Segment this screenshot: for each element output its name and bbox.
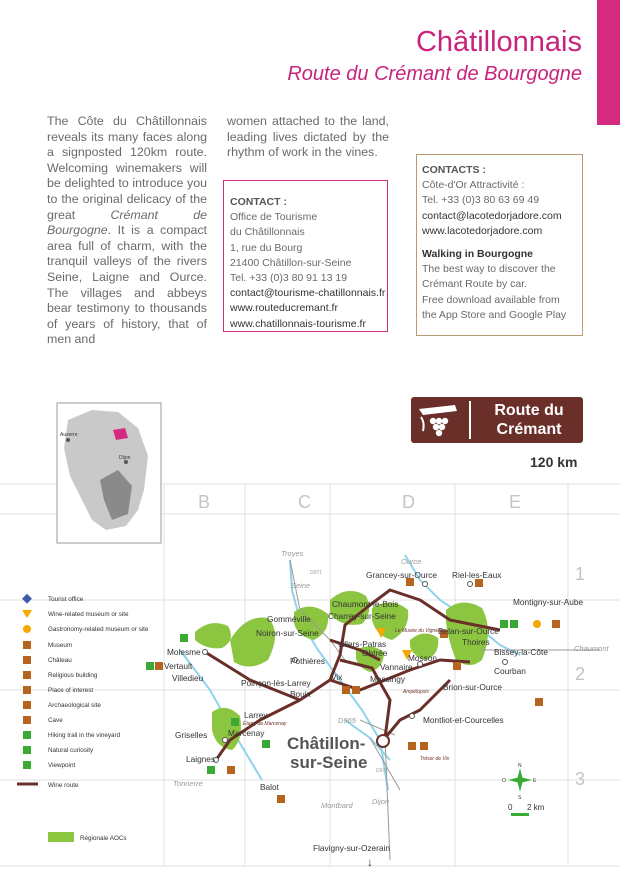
town-label: Laignes	[186, 754, 216, 764]
compass-n: N	[518, 763, 522, 769]
viewpoint-icon	[146, 662, 154, 670]
contact-email-link[interactable]: contact@tourisme-chatillonnais.fr	[230, 287, 386, 300]
hiking-icon	[500, 620, 508, 628]
grid-row-label: 3	[575, 769, 586, 789]
town-label: Gomméville	[267, 614, 311, 624]
south-arrow-icon: ↓	[367, 855, 373, 869]
hiking-icon	[262, 740, 270, 748]
gastronomy-icon	[23, 625, 31, 633]
grid-row-label: 2	[575, 664, 586, 684]
walking-text: Free download available from	[422, 293, 560, 306]
direction-label: Dijon	[372, 797, 390, 806]
legend-label: Wine route	[48, 782, 79, 789]
archaeology-icon	[352, 686, 360, 694]
town-label: Belan-sur-Ource	[438, 626, 499, 636]
contact-line: Côte-d'Or Attractivité :	[422, 179, 525, 192]
town-label: Griselles	[175, 730, 208, 740]
chatillon-marker	[377, 735, 389, 747]
direction-label: Chaumont	[574, 644, 609, 653]
curiosity-icon	[23, 746, 31, 754]
compass-icon	[502, 763, 537, 801]
page-subtitle: Route du Crémant de Bourgogne	[287, 63, 582, 85]
legend-label: Viewpoint	[48, 762, 76, 769]
grid-col-label: E	[509, 492, 522, 512]
curiosity-icon	[231, 718, 239, 726]
scale-km: 2 km	[527, 803, 545, 812]
direction-label: Montbard	[321, 801, 353, 810]
route-distance: 120 km	[530, 454, 578, 470]
town-label: Larrey	[244, 710, 268, 720]
town-label: Chaumont-le-Bois	[332, 599, 399, 609]
road-label: D971	[376, 768, 388, 774]
museum-icon	[420, 742, 428, 750]
town-label: Molesme	[167, 647, 201, 657]
page-title: Châtillonnais	[415, 26, 582, 58]
site-label: Étang de Marcenay	[243, 721, 287, 727]
contact-heading: CONTACT :	[230, 196, 287, 208]
wine-museum-icon	[22, 610, 32, 618]
town-label: Vix	[331, 672, 343, 682]
contact-website-link[interactable]: www.routeducremant.fr	[230, 302, 338, 315]
walking-text: Crémant Route by car.	[422, 278, 528, 291]
site-label: Le Musée du Vigneron	[395, 628, 446, 634]
legend-label: Wine-related museum or site	[48, 611, 129, 618]
intro-text-a: The Côte du Châtillonnais reveals its many faces along a signposted 120km route. Welcoming winemakers will be delighted to introduce you to the original delicacy of the great	[47, 114, 207, 222]
interest-icon	[23, 686, 31, 694]
chatillon-label-line-2: sur-Seine	[290, 753, 368, 772]
hiking-icon	[180, 634, 188, 642]
grid-col-label: D	[402, 492, 415, 512]
compass-o: O	[502, 778, 506, 784]
grid-row-label: 1	[575, 564, 586, 584]
religious-icon	[227, 766, 235, 774]
cave-icon	[23, 716, 31, 724]
chatillon-label-line-1: Châtillon-	[287, 734, 366, 753]
town-label: Pothières	[290, 656, 326, 666]
site-label: Ampélopsis	[403, 689, 429, 695]
town-label: Grancey-sur-Ource	[366, 570, 438, 580]
walking-text: The best way to discover the	[422, 263, 556, 276]
contact-website-link[interactable]: www.chatillonnais-tourisme.fr	[230, 317, 366, 330]
legend-label: Hiking trail in the vineyard	[48, 732, 121, 739]
legend-label: Château	[48, 657, 72, 664]
religious-icon	[408, 742, 416, 750]
compass-s: S	[518, 795, 522, 801]
contact-line: 1, rue du Bourg	[230, 241, 303, 254]
map-legend	[17, 594, 149, 842]
legend-label: Cave	[48, 717, 63, 724]
intro-text-b: . It is a compact area full of charm, with the tranquil valleys of the rivers Seine, Laigne and Ource. The villages and abbeys bear testimony to thousands of years of history, that of men and	[47, 223, 207, 347]
town-label: Massingy	[370, 674, 406, 684]
viewpoint-icon	[207, 766, 215, 774]
compass-e: E	[533, 778, 537, 784]
museum-icon	[552, 620, 560, 628]
direction-label: Tonnerre	[173, 779, 203, 788]
contact-line: 21400 Châtillon-sur-Seine	[230, 256, 352, 269]
contact-line: du Châtillonnais	[230, 226, 305, 239]
town-label: Noiron-sur-Seine	[256, 628, 319, 638]
town-label: Montliot-et-Courcelles	[423, 715, 504, 725]
legend-label: Archaeological site	[48, 702, 101, 709]
museum-icon	[342, 686, 350, 694]
road-label: D971	[310, 570, 322, 576]
town-label: Bissey-la-Côte	[494, 647, 548, 657]
town-label: Villedieu	[172, 673, 204, 683]
direction-label: Troyes	[281, 549, 304, 558]
legend-label: Natural curiosity	[48, 747, 94, 754]
archaeology-icon	[23, 701, 31, 709]
town-label: Mosson	[408, 653, 438, 663]
museum-icon	[23, 641, 31, 649]
scale-bar	[508, 803, 545, 816]
inset-map	[57, 403, 161, 543]
river-label: Seine	[291, 581, 311, 590]
viewpoint-icon	[23, 761, 31, 769]
river-label: Ource	[401, 557, 422, 566]
contact-website-link[interactable]: www.lacotedorjadore.com	[422, 224, 543, 237]
legend-label: Museum	[48, 642, 73, 649]
religious-icon	[535, 698, 543, 706]
religious-icon	[277, 795, 285, 803]
town-label: Thoires	[462, 637, 490, 647]
site-label: Trésor de Vix	[420, 756, 450, 762]
town-label: Flavigny-sur-Ozerain	[313, 843, 390, 853]
town-label: Brion-sur-Ource	[443, 682, 503, 692]
legend-label: Religious building	[48, 672, 98, 679]
town-label: Riel-les-Eaux	[452, 570, 502, 580]
intro-emphasis: Crémant de Bourgogne	[47, 207, 207, 238]
town-label: Obtrée	[362, 648, 388, 658]
town-label: Bouix	[290, 689, 311, 699]
grid-col-label: C	[298, 492, 311, 512]
legend-label: Gastronomy-related museum or site	[48, 626, 149, 633]
town-label: Poinçon-lès-Larrey	[241, 678, 311, 688]
contact-line: Tel. +33 (0)3 80 63 69 49	[422, 194, 540, 207]
aoc-legend-label: Régionale AOCs	[80, 835, 127, 842]
town-label: Balot	[260, 782, 279, 792]
gastronomy-icon	[533, 620, 541, 628]
town-label: Vertault	[164, 661, 193, 671]
inset-label: Dijon	[119, 455, 131, 461]
grid-col-label: B	[198, 492, 211, 512]
town-label: Charrey-sur-Seine	[328, 611, 396, 621]
religious-icon	[475, 579, 483, 587]
chateau-icon	[453, 662, 461, 670]
contact-email-link[interactable]: contact@lacotedorjadore.com	[422, 209, 562, 222]
town-label: Villers-Patras	[337, 639, 387, 649]
contact-line: Tel. +33 (0)3 80 91 13 19	[230, 272, 348, 285]
town-label: Montigny-sur-Aube	[513, 597, 584, 607]
legend-label: Tourist office	[48, 596, 84, 603]
religious-icon	[23, 671, 31, 679]
viewpoint-icon	[510, 620, 518, 628]
contacts-heading: CONTACTS :	[422, 164, 486, 176]
hiking-icon	[23, 731, 31, 739]
walking-heading: Walking in Bourgogne	[422, 248, 534, 261]
tourist-office-icon	[22, 594, 32, 604]
badge-line-1: Route du	[494, 402, 564, 419]
town-label: Courban	[494, 666, 526, 676]
road-label: D965	[338, 716, 356, 725]
town-label: Marcenay	[228, 728, 265, 738]
contact-line: Office de Tourisme	[230, 211, 318, 224]
inset-label: Auxerre	[60, 432, 78, 438]
badge-line-2: Crémant	[496, 421, 562, 438]
scale-zero: 0	[508, 803, 513, 812]
chateau-icon	[23, 656, 31, 664]
archaeology-icon	[155, 662, 163, 670]
legend-label: Place of interest	[48, 687, 94, 694]
town-label: Vannaire	[380, 662, 413, 672]
walking-text: the App Store and Google Play	[422, 308, 567, 321]
intro-column-2: women attached to the land, leading lives dictated by the rhythm of work in the vines.	[227, 114, 389, 160]
